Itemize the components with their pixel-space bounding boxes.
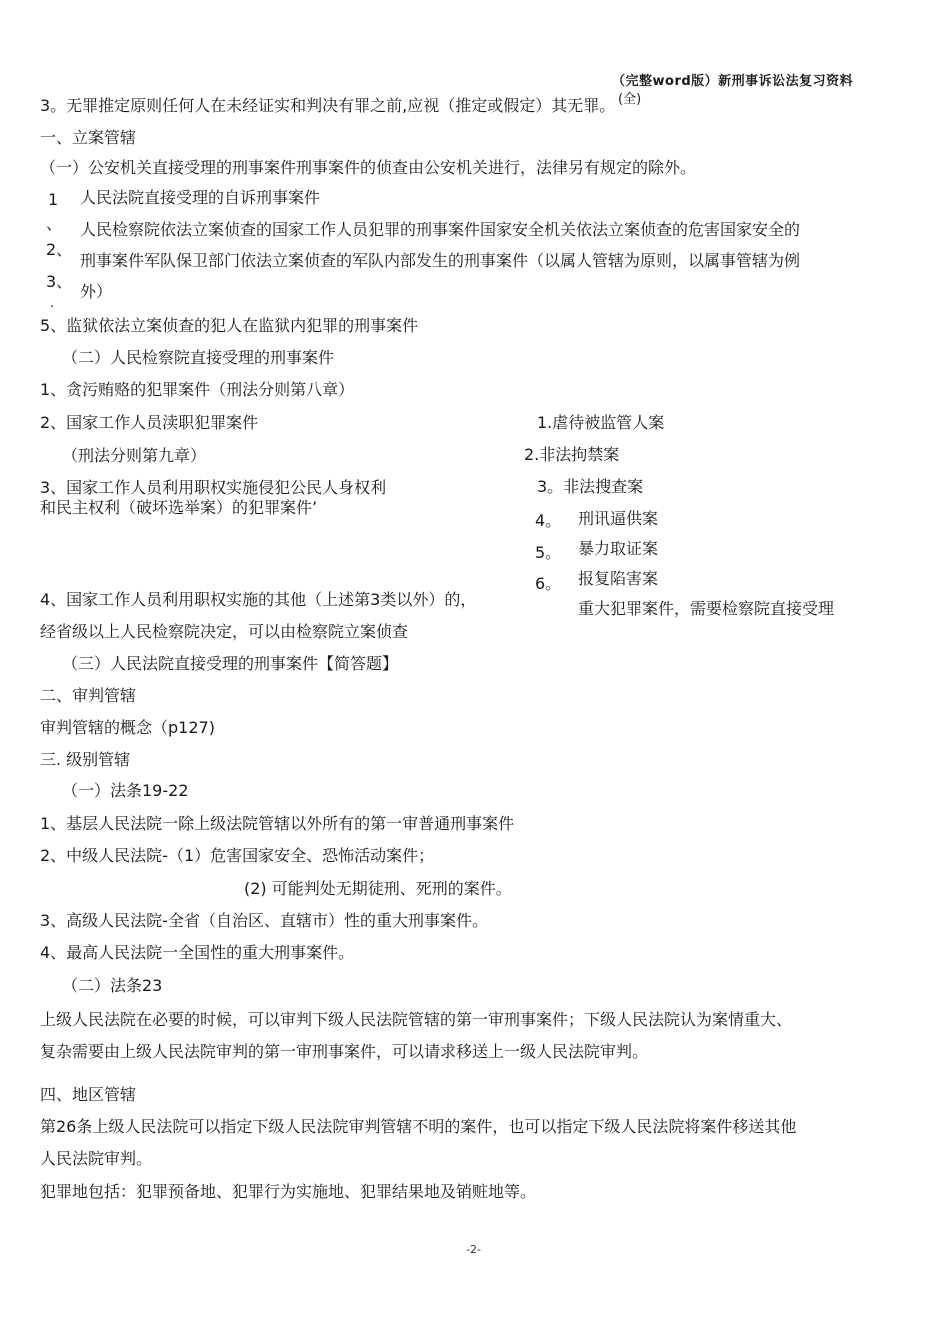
right-list-number-6: 6。: [535, 574, 562, 593]
list-number-3: 3、: [46, 272, 73, 291]
subsection-court: （三）人民法院直接受理的刑事案件【简答题】: [62, 654, 399, 673]
item-other-cases-line-2: 经省级以上人民检察院决定，可以由检察院立案侦查: [40, 622, 409, 641]
item-high-court: 3、高级人民法院-全省（自治区、直辖市）性的重大刑事案件。: [40, 911, 488, 930]
subsection-articles-19-22: （一）法条19-22: [62, 781, 189, 800]
document-header-suffix: (全): [618, 92, 642, 107]
subsection-police: （一）公安机关直接受理的刑事案件刑事案件的侦查由公安机关进行，法律另有规定的除外。: [40, 158, 697, 177]
right-list-item-1: 1.虐待被监管人案: [537, 413, 665, 432]
right-list-item-4: 刑讯逼供案: [578, 509, 659, 528]
subsection-article-23: （二）法条23: [62, 976, 163, 995]
article-23-line-2: 复杂需要由上级人民法院审判的第一审刑事案件，可以请求移送上一级人民法院审判。: [40, 1042, 649, 1061]
list-number-dot: ·: [50, 300, 55, 315]
item-prison: 5、监狱依法立案侦查的犯人在监狱内犯罪的刑事案件: [40, 316, 419, 335]
article-26-line-2: 人民法院审判。: [40, 1149, 153, 1168]
trial-concept: 审判管辖的概念（p127): [40, 718, 215, 737]
item-other-cases-line-1: 4、国家工作人员利用职权实施的其他（上述第3类以外）的，: [40, 590, 477, 609]
article-26-line-1: 第26条上级人民法院可以指定下级人民法院审判管辖不明的案件，也可以指定下级人民法院将案件移送其他: [40, 1117, 797, 1136]
right-list-number-5: 5。: [535, 543, 562, 562]
document-header-title: （完整word版）新刑事诉讼法复习资料: [612, 74, 854, 89]
crime-location-definition: 犯罪地包括：犯罪预备地、犯罪行为实施地、犯罪结果地及销赃地等。: [40, 1182, 537, 1201]
page-number: -2-: [466, 1243, 481, 1256]
item-procuratorate-line-1: 人民检察院依法立案侦查的国家工作人员犯罪的刑事案件国家安全机关依法立案侦查的危害国家安全的: [80, 220, 801, 239]
item-supreme-court: 4、最高人民法院一全国性的重大刑事案件。: [40, 943, 355, 962]
article-23-line-1: 上级人民法院在必要的时候，可以审判下级人民法院管辖的第一审刑事案件；下级人民法院认为案情重大、: [40, 1010, 793, 1029]
right-list-item-7: 重大犯罪案件，需要检察院直接受理: [578, 599, 835, 618]
item-dereliction-note: （刑法分则第九章）: [62, 446, 207, 465]
right-list-number-4: 4。: [535, 511, 562, 530]
principle-line: 3。无罪推定原则任何人在未经证实和判决有罪之前,应视（推定或假定）其无罪。: [40, 96, 616, 115]
section-heading-trial: 二、审判管辖: [40, 686, 137, 705]
section-heading-territorial: 四、地区管辖: [40, 1085, 137, 1104]
right-list-item-5: 暴力取证案: [578, 539, 659, 558]
item-procuratorate-line-2: 刑事案件军队保卫部门依法立案侦查的军队内部发生的刑事案件（以属人管辖为原则，以属事管辖为例: [80, 251, 801, 270]
item-rights-violation-line-2: 和民主权利（破坏选举案）的犯罪案件’: [40, 498, 318, 517]
subsection-procuratorate: （二）人民检察院直接受理的刑事案件: [62, 348, 335, 367]
item-court-private-prosecution: 人民法院直接受理的自诉刑事案件: [80, 188, 321, 207]
item-procuratorate-line-3: 外）: [80, 282, 113, 301]
list-number-2: 2、: [46, 240, 73, 259]
right-list-item-6: 报复陷害案: [578, 569, 659, 588]
right-list-item-3: 3。非法搜查案: [537, 477, 644, 496]
item-intermediate-court-1: 2、中级人民法院-（1）危害国家安全、恐怖活动案件；: [40, 846, 435, 865]
list-number-mark: 、: [46, 214, 63, 233]
section-heading-case-filing: 一、立案管辖: [40, 128, 137, 147]
item-dereliction: 2、国家工作人员渎职犯罪案件: [40, 413, 259, 432]
item-corruption: 1、贪污贿赂的犯罪案件（刑法分则第八章）: [40, 380, 355, 399]
item-basic-court: 1、基层人民法院一除上级法院管辖以外所有的第一审普通刑事案件: [40, 814, 515, 833]
item-rights-violation-line-1: 3、国家工作人员利用职权实施侵犯公民人身权利: [40, 478, 387, 497]
right-list-item-2: 2.非法拘禁案: [524, 445, 620, 464]
section-heading-level: 三. 级别管辖: [40, 750, 131, 769]
item-intermediate-court-2: (2) 可能判处无期徒刑、死刑的案件。: [244, 879, 512, 898]
list-number-1: 1: [48, 190, 59, 209]
